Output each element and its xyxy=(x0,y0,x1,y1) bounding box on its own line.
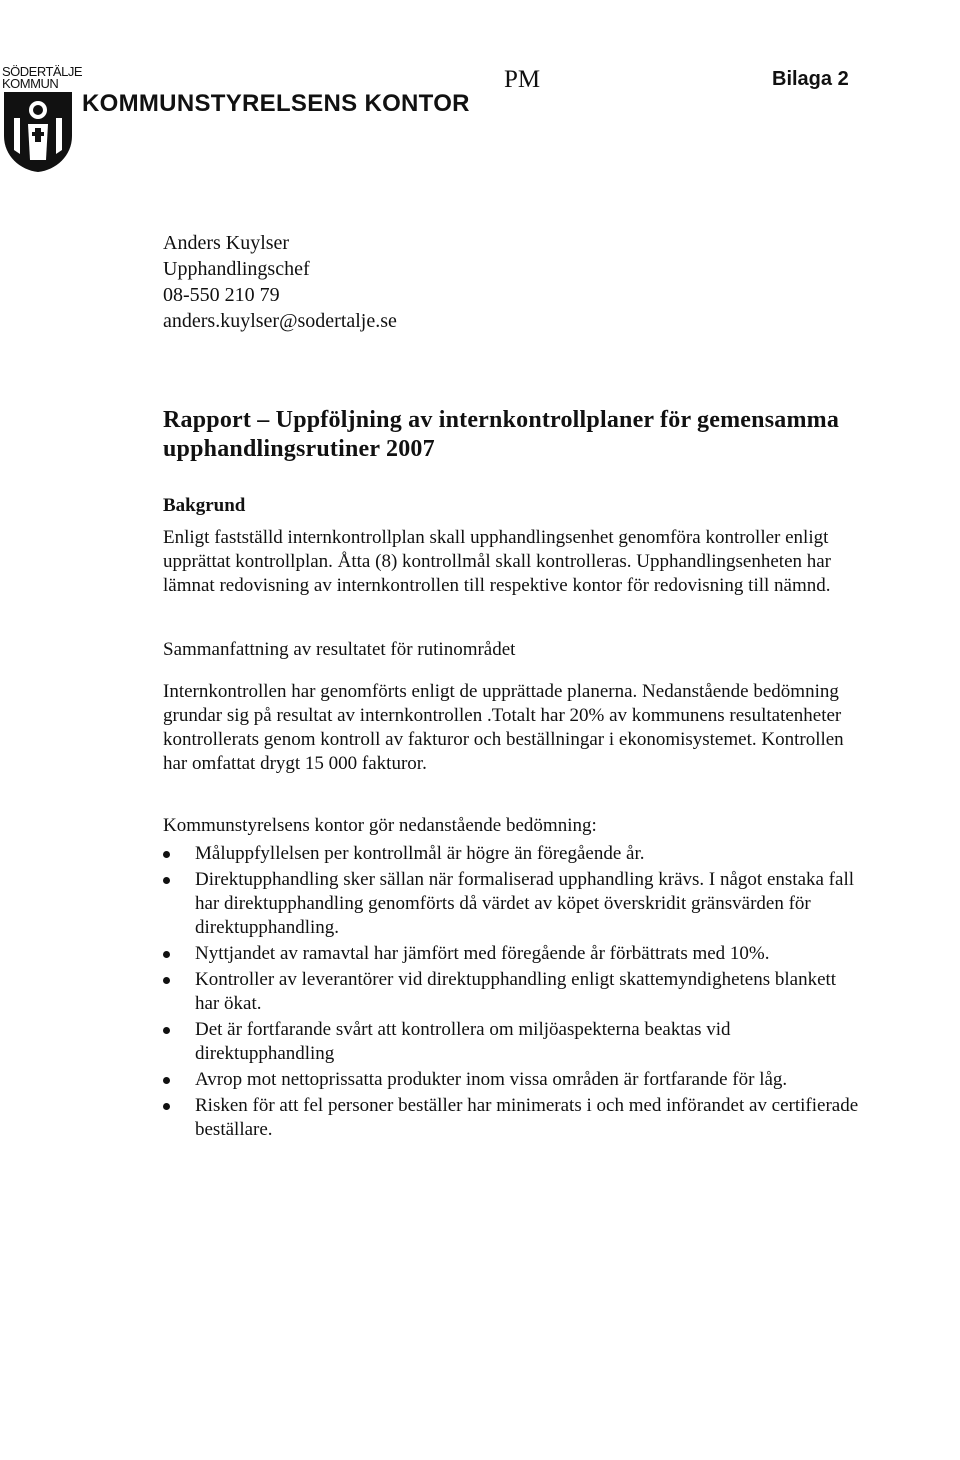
org-name: KOMMUNSTYRELSENS KONTOR xyxy=(82,90,470,117)
logo-line-2: KOMMUN xyxy=(2,76,59,91)
assessment-list xyxy=(163,842,863,1142)
background-heading: Bakgrund xyxy=(163,495,246,516)
list-item-text: Måluppfyllelsen per kontrollmål är högre än föregående år. xyxy=(195,843,645,864)
author-role: Upphandlingschef xyxy=(163,258,310,280)
bullet-icon xyxy=(163,977,170,984)
summary-heading: Sammanfattning av resultatet för rutinområdet xyxy=(163,639,516,660)
list-item-text: Avrop mot nettoprissatta produkter inom vissa områden är fortfarande för låg. xyxy=(195,1069,788,1090)
bullet-icon xyxy=(163,1027,170,1034)
author-name: Anders Kuylser xyxy=(163,232,290,254)
municipality-logo xyxy=(0,64,83,176)
list-item xyxy=(163,1094,863,1142)
list-item xyxy=(163,942,863,966)
author-phone: 08-550 210 79 xyxy=(163,284,280,306)
bullet-icon xyxy=(163,851,170,858)
bullet-icon xyxy=(163,1103,170,1110)
bullet-icon xyxy=(163,877,170,884)
assessment-intro: Kommunstyrelsens kontor gör nedanstående bedömning: xyxy=(163,815,597,836)
list-item xyxy=(163,1068,863,1092)
appendix-label: Bilaga 2 xyxy=(772,68,849,90)
bullet-icon xyxy=(163,1077,170,1084)
list-item xyxy=(163,1018,863,1066)
list-item-text: Direktupphandling sker sällan när formaliserad upphandling krävs. I något enstaka fall har direktupphandling genomförts då värdet av köpet överskridit gränsvärden för direktupphandling. xyxy=(195,869,854,938)
list-item xyxy=(163,968,863,1016)
summary-text: Internkontrollen har genomförts enligt de upprättade planerna. Nedanstående bedömning grundar sig på resultat av internkontrollen .Totalt har 20% av kommunens resultatenheter kontrollerats genom kontroll av fakturor och beställningar i ekonomisystemet. Kontrollen har omfattat drygt 15 000 fakturor. xyxy=(163,681,844,774)
document-body xyxy=(163,230,863,1144)
list-item xyxy=(163,842,863,866)
bullet-icon xyxy=(163,951,170,958)
coat-of-arms-icon xyxy=(2,90,74,174)
logo-text xyxy=(2,66,82,90)
list-item-text: Nyttjandet av ramavtal har jämfört med föregående år förbättrats med 10%. xyxy=(195,943,770,964)
author-email: anders.kuylser@sodertalje.se xyxy=(163,310,397,332)
document-type: PM xyxy=(504,66,541,93)
author-block xyxy=(163,230,863,334)
document-title: Rapport – Uppföljning av internkontrollplaner för gemensamma upphandlingsrutiner 2007 xyxy=(163,407,840,462)
list-item-text: Risken för att fel personer beställer har minimerats i och med införandet av certifierade beställare. xyxy=(195,1095,859,1140)
list-item xyxy=(163,868,863,940)
logo-line-1: SÖDERTÄLJE xyxy=(2,64,83,79)
list-item-text: Det är fortfarande svårt att kontrollera om miljöaspekterna beaktas vid direktupphandling xyxy=(195,1019,731,1064)
list-item-text: Kontroller av leverantörer vid direktupphandling enligt skattemyndighetens blankett har ökat. xyxy=(195,969,837,1014)
background-text: Enligt fastställd internkontrollplan skall upphandlingsenhet genomföra kontroller enligt upprättat kontrollplan. Åtta (8) kontrollmål skall kontrolleras. Upphandlingsenheten har lämnat redovisning av internkontrollen till respektive kontor för redovisning till nämnd. xyxy=(163,527,832,596)
